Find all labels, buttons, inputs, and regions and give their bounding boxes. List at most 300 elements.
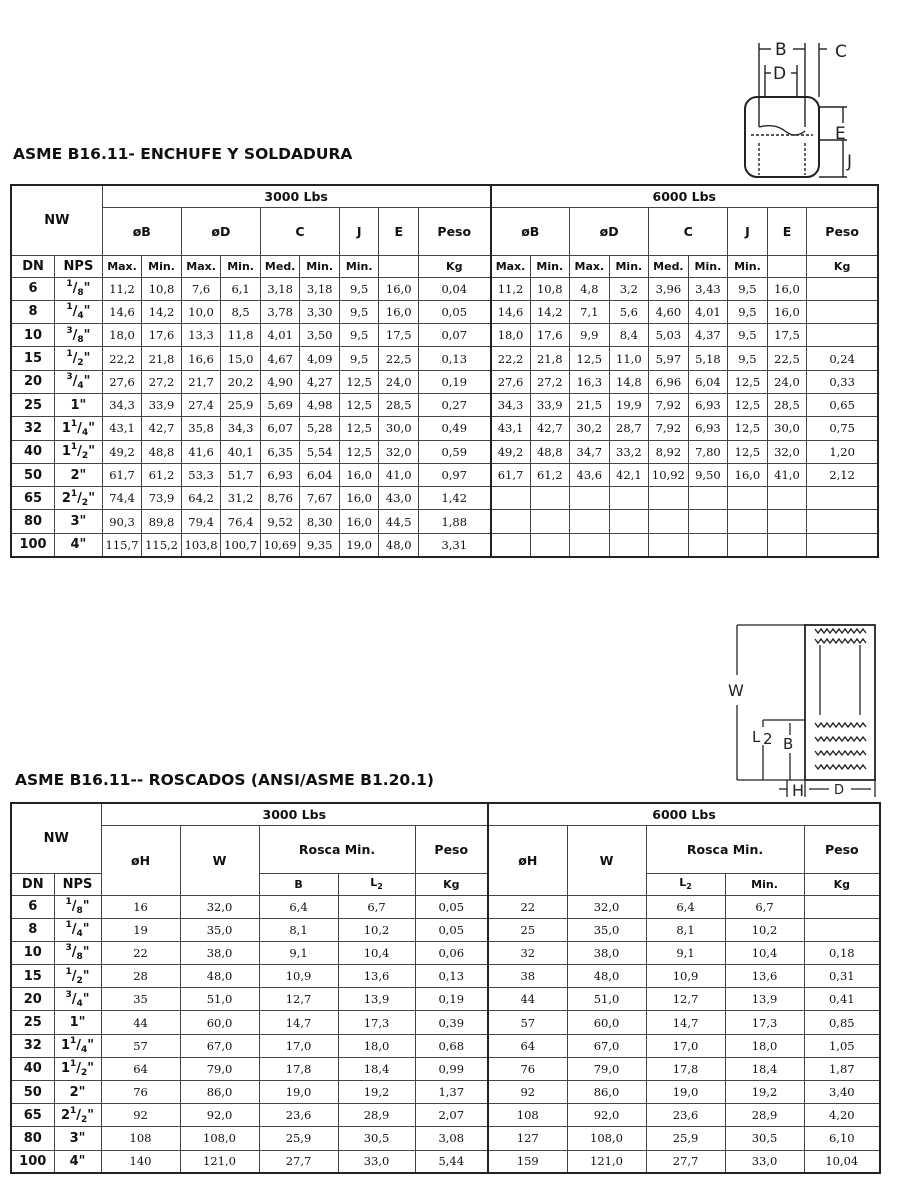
value-cell-6000 bbox=[804, 918, 880, 941]
value-cell-6000: 21,5 bbox=[570, 393, 610, 416]
value-cell-6000: 5,97 bbox=[649, 347, 689, 370]
value-cell-6000: 28,5 bbox=[767, 393, 807, 416]
value-cell-3000: 10,8 bbox=[142, 277, 182, 300]
value-cell-3000: 25,9 bbox=[221, 393, 261, 416]
value-cell-6000: 0,24 bbox=[807, 347, 878, 370]
sub-header: Min. bbox=[728, 255, 768, 277]
value-cell-6000 bbox=[491, 533, 531, 556]
nps-cell: 4" bbox=[55, 533, 103, 556]
value-cell-6000 bbox=[649, 487, 689, 510]
nps-cell: $^1/_4$" bbox=[55, 300, 103, 323]
table-row bbox=[11, 487, 878, 510]
value-cell-3000: 51,0 bbox=[180, 988, 259, 1011]
value-cell-6000: 3,2 bbox=[609, 277, 649, 300]
value-cell-3000: 0,05 bbox=[415, 895, 488, 918]
table-row bbox=[11, 1127, 880, 1150]
table-row bbox=[11, 300, 878, 323]
value-cell-6000: 8,4 bbox=[609, 324, 649, 347]
value-cell-6000: 16,3 bbox=[570, 370, 610, 393]
value-cell-6000: 5,03 bbox=[649, 324, 689, 347]
nps-cell: $^3/_4$" bbox=[54, 988, 101, 1011]
value-cell-3000: 2,07 bbox=[415, 1104, 488, 1127]
table-row bbox=[11, 393, 878, 416]
dn-cell: 20 bbox=[11, 370, 55, 393]
value-cell-3000: 43,1 bbox=[102, 417, 142, 440]
value-cell-3000: 12,7 bbox=[259, 988, 338, 1011]
table-row bbox=[11, 918, 880, 941]
sub-header: Min. bbox=[300, 255, 340, 277]
value-cell-6000: 0,65 bbox=[807, 393, 878, 416]
value-cell-6000: 7,92 bbox=[649, 417, 689, 440]
value-cell-3000: 12,5 bbox=[339, 370, 379, 393]
value-cell-6000: 32,0 bbox=[767, 440, 807, 463]
value-cell-3000: 6,93 bbox=[260, 463, 300, 486]
value-cell-3000: 0,13 bbox=[419, 347, 491, 370]
value-cell-6000 bbox=[728, 487, 768, 510]
value-cell-6000: 22 bbox=[488, 895, 567, 918]
nps-cell: $1^1/_2$" bbox=[54, 1057, 101, 1080]
value-cell-3000: 3,50 bbox=[300, 324, 340, 347]
table-row bbox=[11, 1104, 880, 1127]
dn-cell: 50 bbox=[11, 463, 55, 486]
table-row bbox=[11, 1011, 880, 1034]
value-cell-3000: 0,39 bbox=[415, 1011, 488, 1034]
value-cell-6000: 30,0 bbox=[767, 417, 807, 440]
value-cell-6000: 10,92 bbox=[649, 463, 689, 486]
sub-header: Min. bbox=[609, 255, 649, 277]
value-cell-3000: 17,5 bbox=[379, 324, 419, 347]
group-header-3000: E bbox=[379, 207, 419, 255]
value-cell-3000: 18,4 bbox=[338, 1057, 415, 1080]
nw-header: NW bbox=[11, 185, 102, 255]
value-cell-3000: 18,0 bbox=[338, 1034, 415, 1057]
value-cell-3000: 6,7 bbox=[338, 895, 415, 918]
diagram2-label-h: H bbox=[792, 781, 805, 800]
nps-cell: $^1/_2$" bbox=[55, 347, 103, 370]
value-cell-6000: 12,7 bbox=[646, 988, 725, 1011]
value-cell-6000: 7,92 bbox=[649, 393, 689, 416]
value-cell-6000: 42,7 bbox=[530, 417, 570, 440]
value-cell-6000: 6,04 bbox=[688, 370, 728, 393]
value-cell-6000 bbox=[767, 510, 807, 533]
sub-header: Med. bbox=[649, 255, 689, 277]
value-cell-3000: 28,9 bbox=[338, 1104, 415, 1127]
sub-header: Kg bbox=[807, 255, 878, 277]
value-cell-3000: 0,97 bbox=[419, 463, 491, 486]
value-cell-3000: 15,0 bbox=[221, 347, 261, 370]
value-cell-6000: 92,0 bbox=[567, 1104, 646, 1127]
table-row bbox=[11, 370, 878, 393]
value-cell-6000: 8,1 bbox=[646, 918, 725, 941]
value-cell-6000 bbox=[609, 510, 649, 533]
nps-cell: $^3/_8$" bbox=[55, 324, 103, 347]
sub-header: Min. bbox=[339, 255, 379, 277]
value-cell-3000: 16,6 bbox=[181, 347, 221, 370]
value-cell-6000: 51,0 bbox=[567, 988, 646, 1011]
value-cell-3000: 10,69 bbox=[260, 533, 300, 556]
value-cell-3000: 0,05 bbox=[419, 300, 491, 323]
value-cell-3000: 35,8 bbox=[181, 417, 221, 440]
value-cell-6000: 16,0 bbox=[767, 277, 807, 300]
value-cell-6000: 1,05 bbox=[804, 1034, 880, 1057]
diagram1-label-b: B bbox=[775, 40, 787, 60]
value-cell-6000: 14,7 bbox=[646, 1011, 725, 1034]
nps-cell: $2^1/_2$" bbox=[55, 487, 103, 510]
value-cell-3000: 33,0 bbox=[338, 1150, 415, 1173]
dn-cell: 8 bbox=[11, 918, 54, 941]
value-cell-3000: 9,35 bbox=[300, 533, 340, 556]
threaded-coupling-diagram bbox=[725, 615, 885, 800]
value-cell-3000: 16,0 bbox=[339, 510, 379, 533]
table-row bbox=[11, 324, 878, 347]
nps-cell: 3" bbox=[55, 510, 103, 533]
value-cell-3000: 6,04 bbox=[300, 463, 340, 486]
value-cell-3000: 0,05 bbox=[415, 918, 488, 941]
value-cell-6000: 10,9 bbox=[646, 965, 725, 988]
table2-title: ASME B16.11-- ROSCADOS (ANSI/ASME B1.20.1) bbox=[15, 771, 434, 789]
value-cell-3000: 25,9 bbox=[259, 1127, 338, 1150]
value-cell-3000: 74,4 bbox=[102, 487, 142, 510]
nps-cell: $^3/_8$" bbox=[54, 941, 101, 964]
value-cell-6000: 43,1 bbox=[491, 417, 531, 440]
value-cell-6000: 27,2 bbox=[530, 370, 570, 393]
value-cell-3000: 10,0 bbox=[181, 300, 221, 323]
sub-header: Kg bbox=[419, 255, 491, 277]
nw-header-2: NW bbox=[11, 803, 101, 873]
value-cell-6000 bbox=[530, 533, 570, 556]
value-cell-6000: 3,96 bbox=[649, 277, 689, 300]
value-cell-6000: 27,7 bbox=[646, 1150, 725, 1173]
value-cell-6000: 9,5 bbox=[728, 347, 768, 370]
nps-cell: $1^1/_4$" bbox=[55, 417, 103, 440]
value-cell-3000: 41,6 bbox=[181, 440, 221, 463]
w-header-6000: W bbox=[567, 825, 646, 895]
nps-cell: $^1/_2$" bbox=[54, 965, 101, 988]
value-cell-6000: 0,31 bbox=[804, 965, 880, 988]
dn-cell: 50 bbox=[11, 1081, 54, 1104]
value-cell-3000: 16,0 bbox=[339, 487, 379, 510]
value-cell-3000: 19,0 bbox=[339, 533, 379, 556]
value-cell-3000: 16 bbox=[101, 895, 180, 918]
value-cell-3000: 28,5 bbox=[379, 393, 419, 416]
value-cell-6000: 22,2 bbox=[491, 347, 531, 370]
value-cell-6000: 27,6 bbox=[491, 370, 531, 393]
value-cell-3000: 9,52 bbox=[260, 510, 300, 533]
value-cell-3000: 0,19 bbox=[419, 370, 491, 393]
value-cell-3000: 0,07 bbox=[419, 324, 491, 347]
value-cell-6000: 67,0 bbox=[567, 1034, 646, 1057]
value-cell-6000: 48,0 bbox=[567, 965, 646, 988]
value-cell-6000 bbox=[491, 487, 531, 510]
value-cell-6000: 33,0 bbox=[725, 1150, 804, 1173]
value-cell-3000: 34,3 bbox=[221, 417, 261, 440]
value-cell-6000: 33,2 bbox=[609, 440, 649, 463]
value-cell-3000: 32,0 bbox=[379, 440, 419, 463]
value-cell-3000: 92,0 bbox=[180, 1104, 259, 1127]
sub-header: Max. bbox=[491, 255, 531, 277]
value-cell-3000: 10,2 bbox=[338, 918, 415, 941]
sub-header: Max. bbox=[102, 255, 142, 277]
value-cell-6000: 8,92 bbox=[649, 440, 689, 463]
value-cell-6000 bbox=[807, 510, 878, 533]
value-cell-6000: 25,9 bbox=[646, 1127, 725, 1150]
value-cell-6000: 1,87 bbox=[804, 1057, 880, 1080]
min-subheader-6000: Min. bbox=[725, 873, 804, 895]
value-cell-3000: 3,30 bbox=[300, 300, 340, 323]
value-cell-6000 bbox=[570, 510, 610, 533]
value-cell-6000: 0,18 bbox=[804, 941, 880, 964]
dn-cell: 20 bbox=[11, 988, 54, 1011]
value-cell-6000 bbox=[728, 510, 768, 533]
value-cell-6000 bbox=[767, 487, 807, 510]
socket-weld-table bbox=[10, 184, 879, 558]
value-cell-6000: 0,41 bbox=[804, 988, 880, 1011]
sub-header: Min. bbox=[530, 255, 570, 277]
value-cell-3000: 17,8 bbox=[259, 1057, 338, 1080]
l2-subheader-3000: $L_2$ bbox=[338, 873, 415, 895]
dn-cell: 10 bbox=[11, 941, 54, 964]
table-row bbox=[11, 1057, 880, 1080]
value-cell-6000: 38 bbox=[488, 965, 567, 988]
value-cell-6000: 0,33 bbox=[807, 370, 878, 393]
value-cell-6000: 38,0 bbox=[567, 941, 646, 964]
value-cell-6000: 4,37 bbox=[688, 324, 728, 347]
diagram2-label-b: B bbox=[783, 735, 794, 753]
table-row bbox=[11, 1034, 880, 1057]
value-cell-6000: 61,7 bbox=[491, 463, 531, 486]
group-header-6000: øB bbox=[491, 207, 570, 255]
value-cell-6000 bbox=[804, 895, 880, 918]
dn-cell: 65 bbox=[11, 487, 55, 510]
group-header-3000: Peso bbox=[419, 207, 491, 255]
value-cell-3000: 12,5 bbox=[339, 440, 379, 463]
value-cell-3000: 92 bbox=[101, 1104, 180, 1127]
dn-cell: 80 bbox=[11, 1127, 54, 1150]
value-cell-6000 bbox=[807, 533, 878, 556]
value-cell-6000: 9,5 bbox=[728, 324, 768, 347]
dn-cell: 80 bbox=[11, 510, 55, 533]
dn-cell: 10 bbox=[11, 324, 55, 347]
table-row bbox=[11, 1150, 880, 1173]
value-cell-6000: 19,9 bbox=[609, 393, 649, 416]
value-cell-6000: 6,10 bbox=[804, 1127, 880, 1150]
group-header-6000: J bbox=[728, 207, 768, 255]
value-cell-3000: 7,6 bbox=[181, 277, 221, 300]
value-cell-3000: 14,7 bbox=[259, 1011, 338, 1034]
value-cell-6000: 61,2 bbox=[530, 463, 570, 486]
value-cell-6000: 159 bbox=[488, 1150, 567, 1173]
value-cell-3000: 3,31 bbox=[419, 533, 491, 556]
value-cell-3000: 40,1 bbox=[221, 440, 261, 463]
value-cell-3000: 13,6 bbox=[338, 965, 415, 988]
value-cell-6000: 13,9 bbox=[725, 988, 804, 1011]
value-cell-3000: 64,2 bbox=[181, 487, 221, 510]
nps-cell: 3" bbox=[54, 1127, 101, 1150]
value-cell-3000: 19 bbox=[101, 918, 180, 941]
dn-cell: 25 bbox=[11, 1011, 54, 1034]
nps-cell: $^1/_8$" bbox=[54, 895, 101, 918]
value-cell-3000: 28 bbox=[101, 965, 180, 988]
value-cell-6000: 12,5 bbox=[728, 393, 768, 416]
value-cell-3000: 9,5 bbox=[339, 300, 379, 323]
group-header-3000: øD bbox=[181, 207, 260, 255]
dn-cell: 6 bbox=[11, 277, 55, 300]
value-cell-3000: 108,0 bbox=[180, 1127, 259, 1150]
value-cell-3000: 61,7 bbox=[102, 463, 142, 486]
value-cell-6000: 22,5 bbox=[767, 347, 807, 370]
table-row bbox=[11, 417, 878, 440]
dn-cell: 15 bbox=[11, 965, 54, 988]
value-cell-6000: 1,20 bbox=[807, 440, 878, 463]
value-cell-3000: 1,42 bbox=[419, 487, 491, 510]
value-cell-3000: 6,35 bbox=[260, 440, 300, 463]
value-cell-6000 bbox=[491, 510, 531, 533]
value-cell-3000: 10,4 bbox=[338, 941, 415, 964]
value-cell-6000: 18,4 bbox=[725, 1057, 804, 1080]
value-cell-6000: 108 bbox=[488, 1104, 567, 1127]
value-cell-6000 bbox=[807, 277, 878, 300]
value-cell-3000: 4,09 bbox=[300, 347, 340, 370]
value-cell-6000 bbox=[688, 533, 728, 556]
value-cell-3000: 51,7 bbox=[221, 463, 261, 486]
value-cell-3000: 35,0 bbox=[180, 918, 259, 941]
table-row bbox=[11, 1081, 880, 1104]
value-cell-3000: 8,5 bbox=[221, 300, 261, 323]
value-cell-3000: 0,99 bbox=[415, 1057, 488, 1080]
value-cell-6000: 92 bbox=[488, 1081, 567, 1104]
value-cell-3000: 22,5 bbox=[379, 347, 419, 370]
class-3000-header: 3000 Lbs bbox=[102, 185, 490, 207]
value-cell-3000: 9,5 bbox=[339, 324, 379, 347]
value-cell-3000: 16,0 bbox=[379, 300, 419, 323]
value-cell-6000: 10,8 bbox=[530, 277, 570, 300]
value-cell-6000: 17,3 bbox=[725, 1011, 804, 1034]
value-cell-3000: 17,0 bbox=[259, 1034, 338, 1057]
value-cell-3000: 103,8 bbox=[181, 533, 221, 556]
value-cell-6000: 6,4 bbox=[646, 895, 725, 918]
value-cell-6000: 127 bbox=[488, 1127, 567, 1150]
value-cell-3000: 0,04 bbox=[419, 277, 491, 300]
value-cell-6000 bbox=[688, 510, 728, 533]
value-cell-6000 bbox=[728, 533, 768, 556]
value-cell-6000: 9,9 bbox=[570, 324, 610, 347]
value-cell-3000: 4,67 bbox=[260, 347, 300, 370]
dn-cell: 32 bbox=[11, 1034, 54, 1057]
value-cell-6000: 35,0 bbox=[567, 918, 646, 941]
kg-subheader-3000: Kg bbox=[415, 873, 488, 895]
dn-cell: 65 bbox=[11, 1104, 54, 1127]
value-cell-3000: 35 bbox=[101, 988, 180, 1011]
value-cell-6000: 9,5 bbox=[728, 300, 768, 323]
value-cell-3000: 14,6 bbox=[102, 300, 142, 323]
value-cell-3000: 30,5 bbox=[338, 1127, 415, 1150]
value-cell-6000: 7,1 bbox=[570, 300, 610, 323]
value-cell-6000: 44 bbox=[488, 988, 567, 1011]
value-cell-6000: 34,3 bbox=[491, 393, 531, 416]
value-cell-6000: 57 bbox=[488, 1011, 567, 1034]
value-cell-3000: 6,4 bbox=[259, 895, 338, 918]
value-cell-3000: 108 bbox=[101, 1127, 180, 1150]
value-cell-3000: 34,3 bbox=[102, 393, 142, 416]
value-cell-6000: 60,0 bbox=[567, 1011, 646, 1034]
value-cell-3000: 27,4 bbox=[181, 393, 221, 416]
table-row bbox=[11, 510, 878, 533]
value-cell-3000: 22 bbox=[101, 941, 180, 964]
value-cell-6000: 6,96 bbox=[649, 370, 689, 393]
value-cell-6000: 64 bbox=[488, 1034, 567, 1057]
value-cell-3000: 115,7 bbox=[102, 533, 142, 556]
value-cell-6000: 5,6 bbox=[609, 300, 649, 323]
kg-subheader-6000: Kg bbox=[804, 873, 880, 895]
value-cell-3000: 115,2 bbox=[142, 533, 182, 556]
table-row bbox=[11, 347, 878, 370]
table-row bbox=[11, 277, 878, 300]
value-cell-3000: 33,9 bbox=[142, 393, 182, 416]
value-cell-3000: 0,27 bbox=[419, 393, 491, 416]
rosca-header-6000: Rosca Min. bbox=[646, 825, 804, 873]
diagram1-label-c: C bbox=[835, 42, 847, 62]
value-cell-3000: 76,4 bbox=[221, 510, 261, 533]
value-cell-3000: 0,13 bbox=[415, 965, 488, 988]
value-cell-6000: 14,2 bbox=[530, 300, 570, 323]
nps-cell: $^1/_8$" bbox=[55, 277, 103, 300]
value-cell-3000: 1,88 bbox=[419, 510, 491, 533]
value-cell-6000 bbox=[609, 533, 649, 556]
nps-cell: $2^1/_2$" bbox=[54, 1104, 101, 1127]
value-cell-3000: 12,5 bbox=[339, 393, 379, 416]
value-cell-3000: 89,8 bbox=[142, 510, 182, 533]
value-cell-6000: 76 bbox=[488, 1057, 567, 1080]
value-cell-6000 bbox=[688, 487, 728, 510]
value-cell-3000: 76 bbox=[101, 1081, 180, 1104]
value-cell-6000: 79,0 bbox=[567, 1057, 646, 1080]
group-header-6000: øD bbox=[570, 207, 649, 255]
value-cell-6000: 86,0 bbox=[567, 1081, 646, 1104]
value-cell-6000 bbox=[807, 324, 878, 347]
value-cell-6000: 11,0 bbox=[609, 347, 649, 370]
value-cell-6000 bbox=[649, 533, 689, 556]
dn-header: DN bbox=[11, 255, 55, 277]
value-cell-3000: 3,18 bbox=[260, 277, 300, 300]
value-cell-3000: 100,7 bbox=[221, 533, 261, 556]
nps-cell: 1" bbox=[55, 393, 103, 416]
value-cell-6000: 49,2 bbox=[491, 440, 531, 463]
value-cell-3000: 67,0 bbox=[180, 1034, 259, 1057]
dn-cell: 25 bbox=[11, 393, 55, 416]
value-cell-6000: 41,0 bbox=[767, 463, 807, 486]
value-cell-3000: 9,5 bbox=[339, 347, 379, 370]
value-cell-3000: 22,2 bbox=[102, 347, 142, 370]
value-cell-6000 bbox=[530, 510, 570, 533]
h-header-3000: øH bbox=[101, 825, 180, 895]
value-cell-3000: 7,67 bbox=[300, 487, 340, 510]
value-cell-3000: 27,7 bbox=[259, 1150, 338, 1173]
value-cell-6000: 19,0 bbox=[646, 1081, 725, 1104]
value-cell-6000: 9,1 bbox=[646, 941, 725, 964]
dn-cell: 6 bbox=[11, 895, 54, 918]
value-cell-6000: 12,5 bbox=[728, 370, 768, 393]
dn-cell: 40 bbox=[11, 440, 55, 463]
value-cell-3000: 43,0 bbox=[379, 487, 419, 510]
class-6000-header: 6000 Lbs bbox=[491, 185, 879, 207]
value-cell-3000: 21,7 bbox=[181, 370, 221, 393]
value-cell-3000: 17,3 bbox=[338, 1011, 415, 1034]
value-cell-3000: 38,0 bbox=[180, 941, 259, 964]
value-cell-6000: 11,2 bbox=[491, 277, 531, 300]
value-cell-6000 bbox=[609, 487, 649, 510]
h-header-6000: øH bbox=[488, 825, 567, 895]
value-cell-6000: 17,6 bbox=[530, 324, 570, 347]
